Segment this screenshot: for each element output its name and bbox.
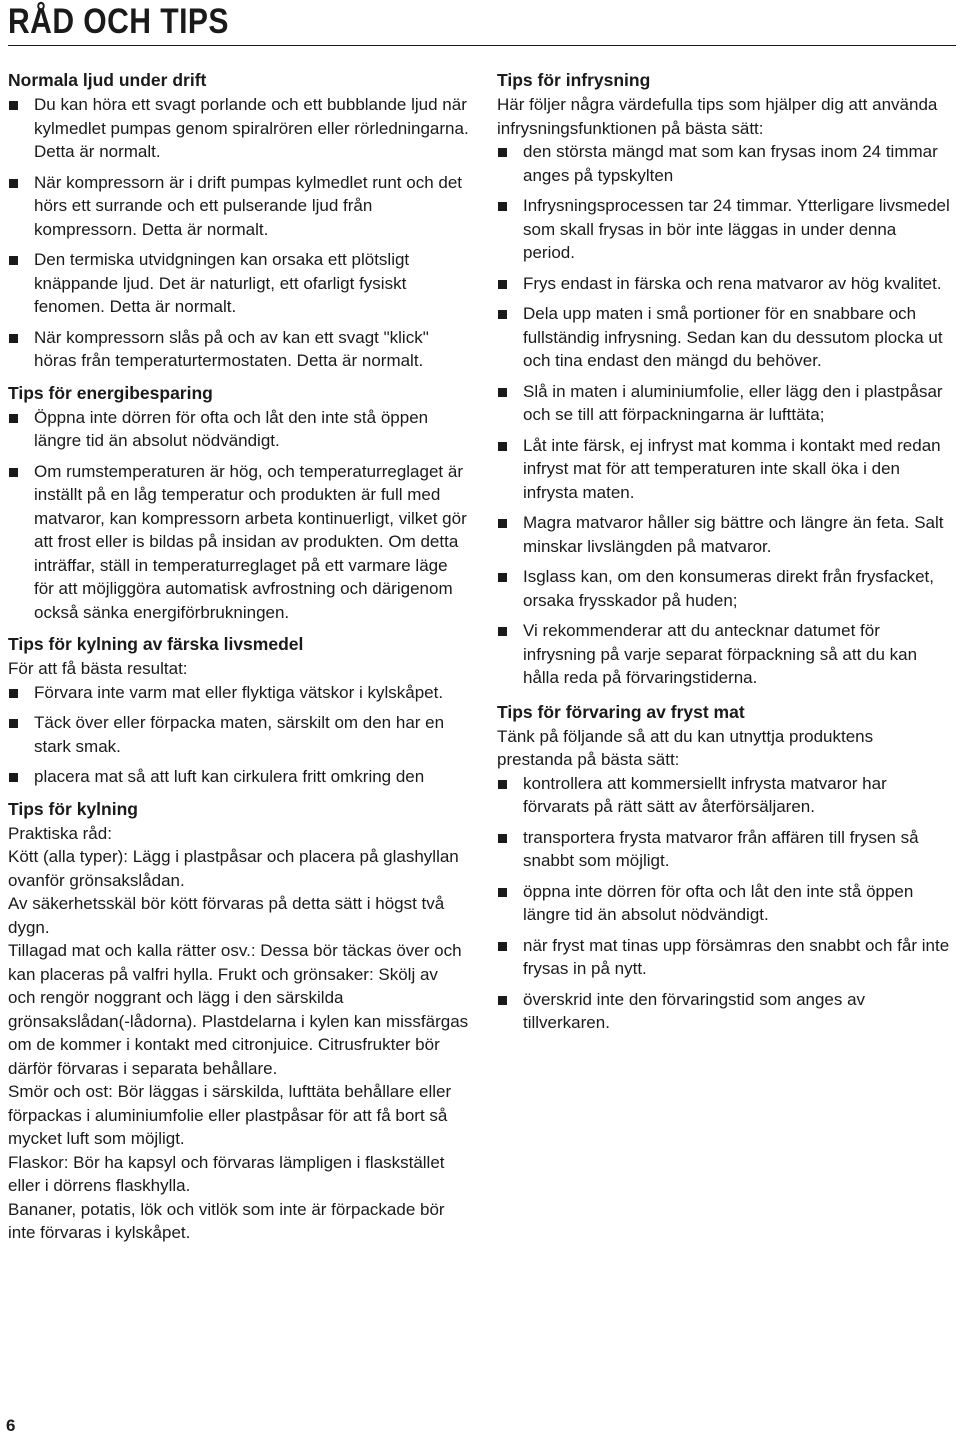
- square-bullet-icon: [9, 256, 18, 265]
- square-bullet-icon: [498, 573, 507, 582]
- square-bullet-icon: [498, 888, 507, 897]
- title-rule: [8, 45, 956, 46]
- section-normal-sounds: [8, 68, 470, 373]
- bullet-list: [8, 681, 470, 789]
- list-item: placera mat så att luft kan cirkulera fritt omkring den: [8, 765, 470, 789]
- square-bullet-icon: [9, 773, 18, 782]
- square-bullet-icon: [498, 280, 507, 289]
- list-item: Om rumstemperaturen är hög, och temperaturreglaget är inställt på en låg temperatur och produkten är full med matvaror, kan kompressorn arbeta kontinuerligt, vilket gör att frost eller is bildas på insidan av produkten. Om detta inträffar, ställ in temperaturreglaget på ett varmare läge för att möjliggöra automatisk avfrostning och därigenom också sänka energiförbrukningen.: [8, 460, 470, 625]
- list-item: den största mängd mat som kan frysas inom 24 timmar anges på typskylten: [497, 140, 952, 187]
- section-freezing: [497, 68, 952, 690]
- section-heading: Tips för förvaring av fryst mat: [497, 701, 745, 722]
- page-title: RÅD OCH TIPS: [8, 2, 229, 41]
- paragraph: Bananer, potatis, lök och vitlök som inte är förpackade bör inte förvaras i kylskåpet.: [8, 1199, 445, 1242]
- section-heading: Normala ljud under drift: [8, 70, 207, 90]
- list-item: Magra matvaror håller sig bättre och längre än feta. Salt minskar livslängden på matvaror.: [497, 511, 952, 558]
- list-item: kontrollera att kommersiellt infrysta matvaror har förvarats på rätt sätt av återförsäljaren.: [497, 772, 952, 819]
- section-intro: Här följer några värdefulla tips som hjälper dig att använda infrysningsfunktionen på bästa sätt:: [497, 95, 938, 138]
- list-item: transportera frysta matvaror från affären till frysen så snabbt som möjligt.: [497, 826, 952, 873]
- section-heading: Tips för energibesparing: [8, 382, 213, 403]
- section-intro: Tänk på följande så att du kan utnyttja produktens prestanda på bästa sätt:: [497, 726, 874, 769]
- bullet-list: [497, 772, 952, 1035]
- square-bullet-icon: [498, 780, 507, 789]
- list-item: när fryst mat tinas upp försämras den snabbt och får inte frysas in på nytt.: [497, 934, 952, 981]
- list-item: överskrid inte den förvaringstid som anges av tillverkaren.: [497, 988, 952, 1035]
- list-item: När kompressorn slås på och av kan ett svagt "klick" höras från temperaturtermostaten. Detta är normalt.: [8, 326, 470, 373]
- square-bullet-icon: [9, 179, 18, 188]
- square-bullet-icon: [498, 834, 507, 843]
- list-item: Isglass kan, om den konsumeras direkt från frysfacket, orsaka frysskador på huden;: [497, 565, 952, 612]
- paragraph: Av säkerhetsskäl bör kött förvaras på detta sätt i högst två dygn.: [8, 894, 445, 937]
- section-energy: [8, 381, 470, 625]
- square-bullet-icon: [498, 519, 507, 528]
- section-intro: För att få bästa resultat:: [8, 659, 188, 678]
- section-fresh-food: [8, 632, 470, 789]
- list-item: Förvara inte varm mat eller flyktiga vätskor i kylskåpet.: [8, 681, 470, 705]
- square-bullet-icon: [9, 414, 18, 423]
- bullet-list: [497, 140, 952, 690]
- square-bullet-icon: [498, 148, 507, 157]
- square-bullet-icon: [498, 202, 507, 211]
- page-number: 6: [6, 1416, 16, 1435]
- section-heading: Tips för kylning: [8, 798, 138, 819]
- list-item: Täck över eller förpacka maten, särskilt om den har en stark smak.: [8, 711, 470, 758]
- square-bullet-icon: [498, 388, 507, 397]
- square-bullet-icon: [9, 101, 18, 110]
- list-item: Den termiska utvidgningen kan orsaka ett plötsligt knäppande ljud. Det är naturligt, ett ofarligt fysiskt fenomen. Detta är normalt.: [8, 248, 470, 319]
- square-bullet-icon: [9, 468, 18, 477]
- list-item: öppna inte dörren för ofta och låt den inte stå öppen längre tid än absolut nödvändigt.: [497, 880, 952, 927]
- square-bullet-icon: [498, 996, 507, 1005]
- square-bullet-icon: [9, 719, 18, 728]
- list-item: Öppna inte dörren för ofta och låt den inte stå öppen längre tid än absolut nödvändigt.: [8, 406, 470, 453]
- section-frozen-storage: [497, 700, 952, 1035]
- square-bullet-icon: [498, 942, 507, 951]
- square-bullet-icon: [498, 442, 507, 451]
- list-item: Frys endast in färska och rena matvaror av hög kvalitet.: [497, 272, 952, 296]
- list-item: Slå in maten i aluminiumfolie, eller lägg den i plastpåsar och se till att förpackningarna är lufttäta;: [497, 380, 952, 427]
- section-cooling: [8, 797, 470, 1245]
- square-bullet-icon: [9, 334, 18, 343]
- paragraph: Kött (alla typer): Lägg i plastpåsar och placera på glashyllan ovanför grönsakslådan.: [8, 847, 459, 890]
- section-heading: Tips för kylning av färska livsmedel: [8, 634, 304, 654]
- list-item: När kompressorn är i drift pumpas kylmedlet runt och det hörs ett surrande och ett pulserande ljud från kompressorn. Detta är normalt.: [8, 171, 470, 242]
- paragraph: Flaskor: Bör ha kapsyl och förvaras lämpligen i flaskstället eller i dörrens flaskhylla.: [8, 1152, 445, 1195]
- bullet-list: [8, 406, 470, 625]
- square-bullet-icon: [9, 689, 18, 698]
- square-bullet-icon: [498, 310, 507, 319]
- bullet-list: [8, 93, 470, 373]
- list-item: Vi rekommenderar att du antecknar datumet för infrysning på varje separat förpackning så att du kan hålla reda på förvaringstiderna.: [497, 619, 952, 690]
- paragraph: Tillagad mat och kalla rätter osv.: Dessa bör täckas över och kan placeras på valfri hylla. Frukt och grönsaker: Skölj av och rengör noggrant och lägg i den särskilda grönsakslådan(-lådorna). Plastdelarna i kylen kan missfärgas om de kommer i kontakt med citronjuice. Citrusfrukter bör därför förvaras i separata behållare.: [8, 941, 469, 1078]
- right-column: [497, 68, 952, 1043]
- square-bullet-icon: [498, 627, 507, 636]
- section-heading: Tips för infrysning: [497, 70, 651, 90]
- list-item: Låt inte färsk, ej infryst mat komma i kontakt med redan infryst mat för att temperaturen inte skall öka i den infrysta maten.: [497, 434, 952, 505]
- left-column: [8, 68, 470, 1253]
- list-item: Dela upp maten i små portioner för en snabbare och fullständig infrysning. Sedan kan du dessutom plocka ut och tina endast den mängd du behöver.: [497, 302, 952, 373]
- list-item: Du kan höra ett svagt porlande och ett bubblande ljud när kylmedlet pumpas genom spiralrören eller rörledningarna. Detta är normalt.: [8, 93, 470, 164]
- paragraph: Smör och ost: Bör läggas i särskilda, lufttäta behållare eller förpackas i aluminiumfolie eller plastpåsar för att få bort så mycket luft som möjligt.: [8, 1082, 452, 1148]
- paragraph: Praktiska råd:: [8, 823, 112, 843]
- list-item: Infrysningsprocessen tar 24 timmar. Ytterligare livsmedel som skall frysas in bör inte läggas in under denna period.: [497, 194, 952, 265]
